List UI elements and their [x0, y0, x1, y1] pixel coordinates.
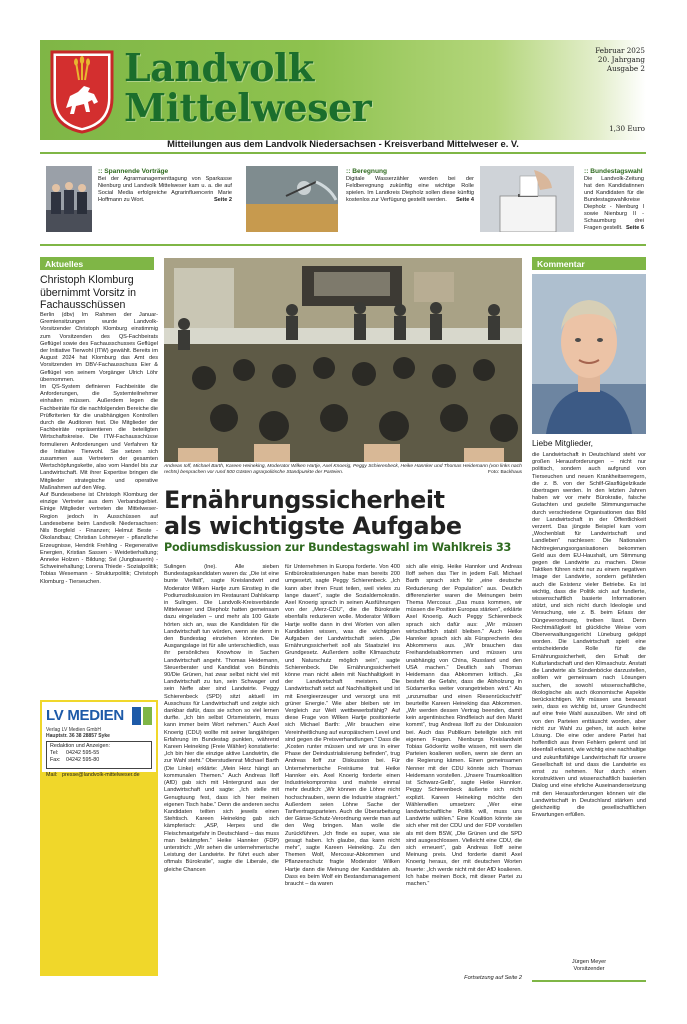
- teaser-photo-irrigation: [246, 166, 338, 232]
- masthead-rule: [40, 152, 646, 154]
- issue-date: Februar 2025: [595, 46, 645, 55]
- sidebar-paragraph: Auf Bundesebene ist Christoph Klomburg der einzige Vertreter aus dem Verbandsgebiet. Einige Mitglieder vertreten die Mittelweser-Region jedoch in Ausschüssen auf Landesebene beim Landvolk Niedersachsen: Nils Borgfeld - Finanzen; Helmut Beste - Ökolandbau; Christian Lohmeyer - pflanzliche Erzeugnisse, Hendrik Frehling - Regenerative Energien, Kristian Sassen - Weidetierhaltung; Anneke Holzen - Bildung; Svi (Jungbauerin) - Schweinehaltung; Lorena Thiede - Sozialpolitik; Tobias Wesemann - Strukturpolitik; Christoph Klomburg - Tierseuchen.: [40, 492, 158, 585]
- commentary-signature: [532, 959, 646, 973]
- fax-label: Fax:: [50, 757, 61, 763]
- masthead-subtitle: Mitteilungen aus dem Landvolk Niedersachsen - Kreisverband Mittelweser e. V.: [167, 138, 519, 149]
- teaser-1-title: :: Spannende Vorträge: [98, 168, 169, 175]
- teaser-3-title: :: Bundestagswahl: [584, 168, 643, 175]
- contact-heading: Redaktion und Anzeigen:: [50, 743, 110, 749]
- lv-medien-mark-icon: [132, 707, 152, 725]
- teaser-2[interactable]: [346, 168, 474, 204]
- teaser-strip: [40, 158, 646, 242]
- issue-info: [583, 46, 645, 73]
- article-column-3: sich alle einig. Heike Hannker und Andreas Iloff sehen das Tier in jedem Fall. Michael Barth sprach sich für „eine deutsche Reduzierung der Population“ aus. Deutlich differenzierter waren die Meinungen beim Thema Mercosur. „Das muss kommen, wir müssen die Position Europas stärken“, erklärte Axel Knoerig. Auch Peggy Schierenbeck sprach sich dafür aus: „Wir müssen wirtschaftlich stabil bleiben.“ Auch Heike Hannker sprach sich als Fürsprecherin des Abkommens aus. „Wir brauchen das Freihandelsabkommen und müssen uns unabhängig von China, Russland und den USA machen.“ Deutlich sah Thomas Heidemann das Abkommen kritisch. „Es besteht die Gefahr, dass die Abholzung in Südamerika weiter vorangetrieben wird.“ Als „unzumutbar und einen Riesenrückschritt“ beurteilte Kareen Heineking das Abkommen. „Wir werden dessen Vertrag beenden, damit kein argentinisches Rindfleisch auf den Markt kommt“, trug Andreas Iloff zu der Diskussion bei. Auch das Publikum beteiligte sich mit eigenen Fragen. Nienburgs Kreislandwirt Tobias Göckeritz wollte wissen, mit wem die Parteien koalieren wollen, wenn sie denn an die Regierung kämen. Einen gemeinsamen Nenner mit der CDU könnte sich Thomas Heidemann vorstellen. „Unsere Traumkoalition ist Schwarz-Gelb“, sagte Heike Hannker. Peggy Schierenbeck äußerte sich nicht explizit. Kareen Heineking möchte den Wählerwillen umsetzen: „Wer eine landwirtschaftliche Politik will, muss uns Landwirte wählen.“ Eine Koalition könnte sie sich eher mit der CDU und der FDP vorstellen als mit dem BSW, „Die Grünen und die SPD sind ausgeschlossen. Vielleicht eine CDU, die sich erneuert“, gab Andreas Iloff seine Meinung preis. Und forderte damit Axel Knoerig heraus, der mit deutschen Worten feuerte: „Ich werde nicht mit der AfD koalieren. Ich habe meinen Bock, mit dieser Partei zu machen.“: [406, 564, 522, 887]
- publisher-box: [40, 700, 158, 976]
- publisher-address: Hauptstr. 36 38 28857 Syke: [46, 733, 110, 739]
- teaser-1[interactable]: [98, 168, 232, 204]
- publisher-name: Verlag LV Medien GmbH: [46, 727, 101, 733]
- commentary-author-portrait: [532, 274, 646, 434]
- teaser-2-text: Digitale Wasserzähler werden bei der Feldberegnung zukünftig eine wichtige Rolle spielen. Im Landkreis Diepholz sollen diese künftig kostenlos zur Verfügung gestellt werden.: [346, 176, 474, 203]
- sidebar-paragraph: Berlin (dbv) Im Rahmen der Januar-Gremiensitzungen wurde Landvolk-Vorsitzender Christoph Klomburg einstimmig zum Vorsitzenden des QS-Fachbeirats Geflügel sowie des Fachausschusses Geflügel der Initiative Tierwohl (ITW) gewählt. Bereits im August 2024 hat Klomburg das Amt des Vorsitzenden im DBV-Fachausschuss Eier & Geflügel von seinem Vorgänger Ulrich Löhr übernommen.: [40, 312, 158, 383]
- caption-text: Andreas Ioff, Michael Barth, Kareen Heineking, Moderator Wilken Hartje, Axel Knoerig, Peggy Schierenbeck, Heike Hannker und Thomas Heidemann (von links nach rechts) besprachen vor rund 500 Gästen agrarpolitische Standpunkte der Parteien.: [164, 464, 522, 476]
- teaser-2-page: Seite 4: [455, 197, 474, 203]
- teaser-3-page: Seite 6: [625, 225, 644, 231]
- sidebar-title: Christoph Klomburg übernimmt Vorsitz in Fachausschüssen: [40, 274, 136, 312]
- continued-link[interactable]: Fortsetzung auf Seite 2: [464, 975, 522, 981]
- teaser-3-text: Die Landvolk-Zeitung hat den Kandidatinnen und Kandidaten für die Bundestagswahlkreise Diepholz - Nienburg I sowie Nienburg II - Schaumburg drei Fragen gestellt.: [584, 176, 644, 231]
- commentary-header: Kommentar: [532, 257, 646, 270]
- price: 1,30 Euro: [609, 124, 645, 133]
- tel-value[interactable]: 04242 595-55: [66, 750, 100, 756]
- teaser-2-title: :: Beregnung: [346, 168, 388, 175]
- article-column-2: für Unternehmen in Europa forderte. Von 400 Entbürokratisierungen habe man bereits 200 umgesetzt, sagte Peggy Schierenbeck. „Ich kann aber ihren Frust teilen, weil vieles zu lange dauert“, sagte die Sozialdemokratin. Axel Knoerig sprach in seinen Ausführungen von der „Merz-CDU“, die die Bürokratie ebenfalls reduzieren wolle. Moderator Wilken Hartje wollte dann in drei Worten von allen Kandidaten wissen, was die wichtigsten Aufgaben der Landwirtschaft seien. „Die Ernährungssicherheit soll als Staatsziel ins Grundgesetz. Außerdem sollte Klimaschutz und Naturschutz möglich sein“, sagte Schierenbeck. Die Ernährungssicherheit könne man nicht allein mit Nachhaltigkeit in der Landwirtschaft meistern. Die Landwirtschaft setzt auf Nachhaltigkeit und ist mit Energieerzeuger und versorgt uns mit grüner Energie.“ Wie aber bleiben wir im Vergleich zur Welt wettbewerbsfähig? Auf diese Frage von Wilken Hartje positionierte sich Michael Barth: „Wir brauchen eine Vereinheitlichung auf europäischem Level und sind gegen die Preisverhandlungen.“ Dass die „Kosten runter müssen und wir uns in einer Phase der Deindustrialisierung befinden“, trug Andreas Iloff zur Diskussion bei. Für Unternehmerische Freiräume trat Heike Hannker ein. Axel Knoerig forderte einen Industriekompromiss und mahnte einmal mehr deutlich: „Wir können die Löhne nicht hochschrauben, wenn die Industrie stagniert.“ Außerdem seien Löhne Sache der Tarifvertragsparteien. Auch die Überarbeitung der Gänse-Schutz-Verordnung werde man auf den Weg bringen. Man wolle die Zurückführen. „Ich finde es super, was sie gesagt haben. Ich glaube, das kann nicht mehr“, sagte Kareen Heineking. Zu den Themen Wolf, Mercosur-Abkommen und Pflanzenschutz fragte Moderator Wilken Hartje dann die Meinung der Kandidaten ab. Dass es beim Wolf ein Bestandsmanagement braucht – da waren: [285, 564, 400, 887]
- teaser-photo-speakers: [46, 166, 92, 232]
- photo-credit: Foto: Backhaus: [488, 470, 522, 476]
- article-column-1: Sulingen (lne). Alle sieben Bundestagskandidaten waren da: „Die ist eine bunte Vielfalt“, sagte Kreislandwirt und Moderator Wilken Hartje zum Einstieg in die Podiumsdiskussion im Restaurant Dahlskamp in Sulingen. Die Landvolk-Kreisverbände Mittelweser und Diepholz hatten gemeinsam dazu eingeladen – und mehr als 100 Gäste hörten sich an, was die Kandidaten für die Landwirtschaft tun würden, wenn sie denn in den Bundestag einziehen könnten. Die Ausgangslage ist für alle unterschiedlich, was ihr persönliches Knowhow in Sachen Landwirtschaft angeht. Thomas Heidemann, Steuerberater und Kandidat von Bündnis 90/Die Grünen, hat zwar selbst nicht viel mit Landwirtschaft zu tun, sein Schwager und sein Neffe aber sind Landwirte. Peggy Schierenbeck (SPD) sitzt aktuell im Ausschuss für Landwirtschaft und zeigte sich dankbar dafür, dass sie schon so viel lernen durfte. „Ich bin selbst Ortsmeisterin, muss kann immer beim Wort nehmen.“ Auch Axel Knoerig (CDU) wollte mit seiner langjährigen Erfahrung im Bundestag punkten, während Kareen Heineking (Freie Wähler) konstatierte: „Ich bin hier die einzige aktive Landwirtin, die zur Wahl steht.“ Oberstudienrat Michael Barth (Die Linke) erklärte: „Mein Herz hängt an kommunalen Themen.“ Auch Andreas Iloff (AfD) gab sich mit Hintergrund aus der Landwirtschaft und sagte: „Ich stelle mit Genugtuung fest, dass ich hier meinen eigenen Tisch habe.“ Denn die anderen sechs Kandidaten teilten sich jeweils einen Stehtisch. Kareen Heineking gab sich kämpferisch: „ASP, Herpes und die Fleischmastgefahr in Deutschland – das muss man bekämpfen.“ Heike Hannker (FDP) unterstrich: „Wir sehen die unternehmerische Leistung der Landwirte. Ihr führt euch aber oftmals Bürokratie“, sagte die Liberale, die gleiche Chancen: [164, 564, 279, 873]
- masthead-title-line1: Landvolk: [124, 45, 314, 90]
- teaser-1-text: Bei der Agrarmanagementtagung von Sparkasse Nienburg und Landvolk Mittelweser kam u. a. die auf Social Media erfolgreiche Agrarinfluencerin Marie Hoffmann zu Wort.: [98, 176, 232, 203]
- article-headline: [164, 487, 522, 539]
- article-deck: Podiumsdiskussion zur Bundestagswahl im Wahlkreis 33: [164, 541, 512, 554]
- commentary-rule: [532, 980, 646, 982]
- teaser-3[interactable]: [584, 168, 644, 232]
- signature-name: Jürgen Meyer: [571, 959, 607, 965]
- commentary-greeting: Liebe Mitglieder,: [532, 438, 593, 448]
- headline-line-1: Ernährungssicherheit: [164, 486, 445, 514]
- sidebar-paragraph: Im QS-System definieren Fachbeiräte die Anforderungen, die Systemteilnehmer einhalten müssen. Außerdem legen die Fachbeiräte für die nachfolgenden Bereiche die Prüfkriterien für die unabhängigen Kontrollen durch die Auditoren fest. Die Mitglieder der Fachbeiräte repräsentieren die beteiligten Wirtschaftskreise. Die ITW-Fachausschüsse formulieren Anforderungen und Verfahren für die Initiative Tierwohl. Sie setzen sich zusammen aus Vertretern der gesamten Wertschöpfungskette, also vom Handel bis zur Landwirtschaft. Mit ihrer Expertise bringen die Mitglieder strategische und operative Maßnahmen auf den Weg.: [40, 384, 158, 491]
- issue-volume: 20. Jahrgang: [597, 55, 645, 64]
- commentary-body: die Landwirtschaft in Deutschland steht vor großen Herausforderungen – nicht nur politisch, sondern auch aufgrund von Tierseuchen und neuen Krankheitserregern, die z. B. von der Schilf-Glasflügelzikade übertragen werden. In den letzten Jahren haben wir vor mehr Bürokratie, falsche Gutachten und gezielte Stimmungsmache durch verschiedene Organisationen das Bild der Landwirtschaft in der Öffentlichkeit verzerrt. Das jüngste Beispiel kam vom „Wochenblatt für Landwirtschaft und Landleben“ nachlesen: Die Nationalen Nichtregierungsorganisationen bekommen Geld aus dem EU-Haushalt, um Stimmung gegen die Landwirte zu machen. Diese Taktiken führen nicht nur zu einem negativen Image der Landwirte, sondern gefährden auch die Existenz vieler Betriebe. Es ist wichtig, dass die Politik sich auf fundierte, wissenschaftlich basierte Informationen stützt, und sich nicht durch Ideologie und Versuchung, wie z. B. beim Erlass der Düngeverordnung, treiben lässt. Denn Rechtmäßigkeit ist glückliche Weise vom Oberverwaltungsgericht Lüneburg gekippt worden. Die Landwirtschaft spielt eine entscheidende Rolle für die Ernährungssicherheit, den Erhalt der Kulturlandschaft und den Klimaschutz. Anstatt die Landwirte als Sündenböcke darzustellen, sollten wir gemeinsam nach Lösungen suchen, die sowohl wissenschaftliche, ökologische als auch ökonomische Aspekte berücksichtigen. Wir müssen uns bewusst sein, dass es wichtig ist, unser Grundrecht auf eine freie Wahl auszuüben. Wir sind oft von den Parteien enttäuscht worden, aber nicht zur Wahl zu gehen, ist auch keine Lösung. Die eine oder andere Partei hat hoffentlich aus ihren Fehlern gelernt und ist ideenfall erkannt, wie wichtig eine nachhaltige und zukunftsfähige Landwirtschaft für unsere Gesellschaft ist und dass die Landwirte es ernst zu nehmen. Nur durch einen konstruktiven und wissenschaftlich basierten Dialog und eine ehrliche Auseinandersetzung mit den Herausforderungen können wir die Landwirtschaft in Deutschland stärken und gleichzeitig die gesellschaftlichen Erwartungen erfüllen.: [532, 452, 646, 819]
- podium-discussion-photo: [164, 258, 522, 462]
- teaser-1-page: Seite 2: [213, 197, 232, 203]
- contact-box: [46, 741, 152, 769]
- signature-role: Vorsitzender: [573, 966, 605, 972]
- issue-number: Ausgabe 2: [606, 64, 645, 73]
- publisher-card: [42, 702, 156, 772]
- sidebar-header: Aktuelles: [40, 257, 154, 270]
- photo-caption: [164, 464, 522, 477]
- masthead-title-line2: Mittelweser: [124, 85, 372, 130]
- mail-label: Mail:: [46, 772, 58, 778]
- sidebar-body: [40, 312, 158, 696]
- headline-line-2: als wichtigste Aufgabe: [164, 512, 462, 540]
- teaser-photo-ballot: [480, 166, 574, 232]
- fax-value: 04242 595-80: [66, 757, 100, 763]
- tel-label: Tel:: [50, 750, 59, 756]
- mail-link[interactable]: presse@landvolk-mittelweser.de: [62, 772, 140, 778]
- teaser-rule: [40, 244, 646, 246]
- lv-medien-logo: LV MEDIEN: [46, 707, 124, 724]
- coat-of-arms-logo: [48, 46, 116, 134]
